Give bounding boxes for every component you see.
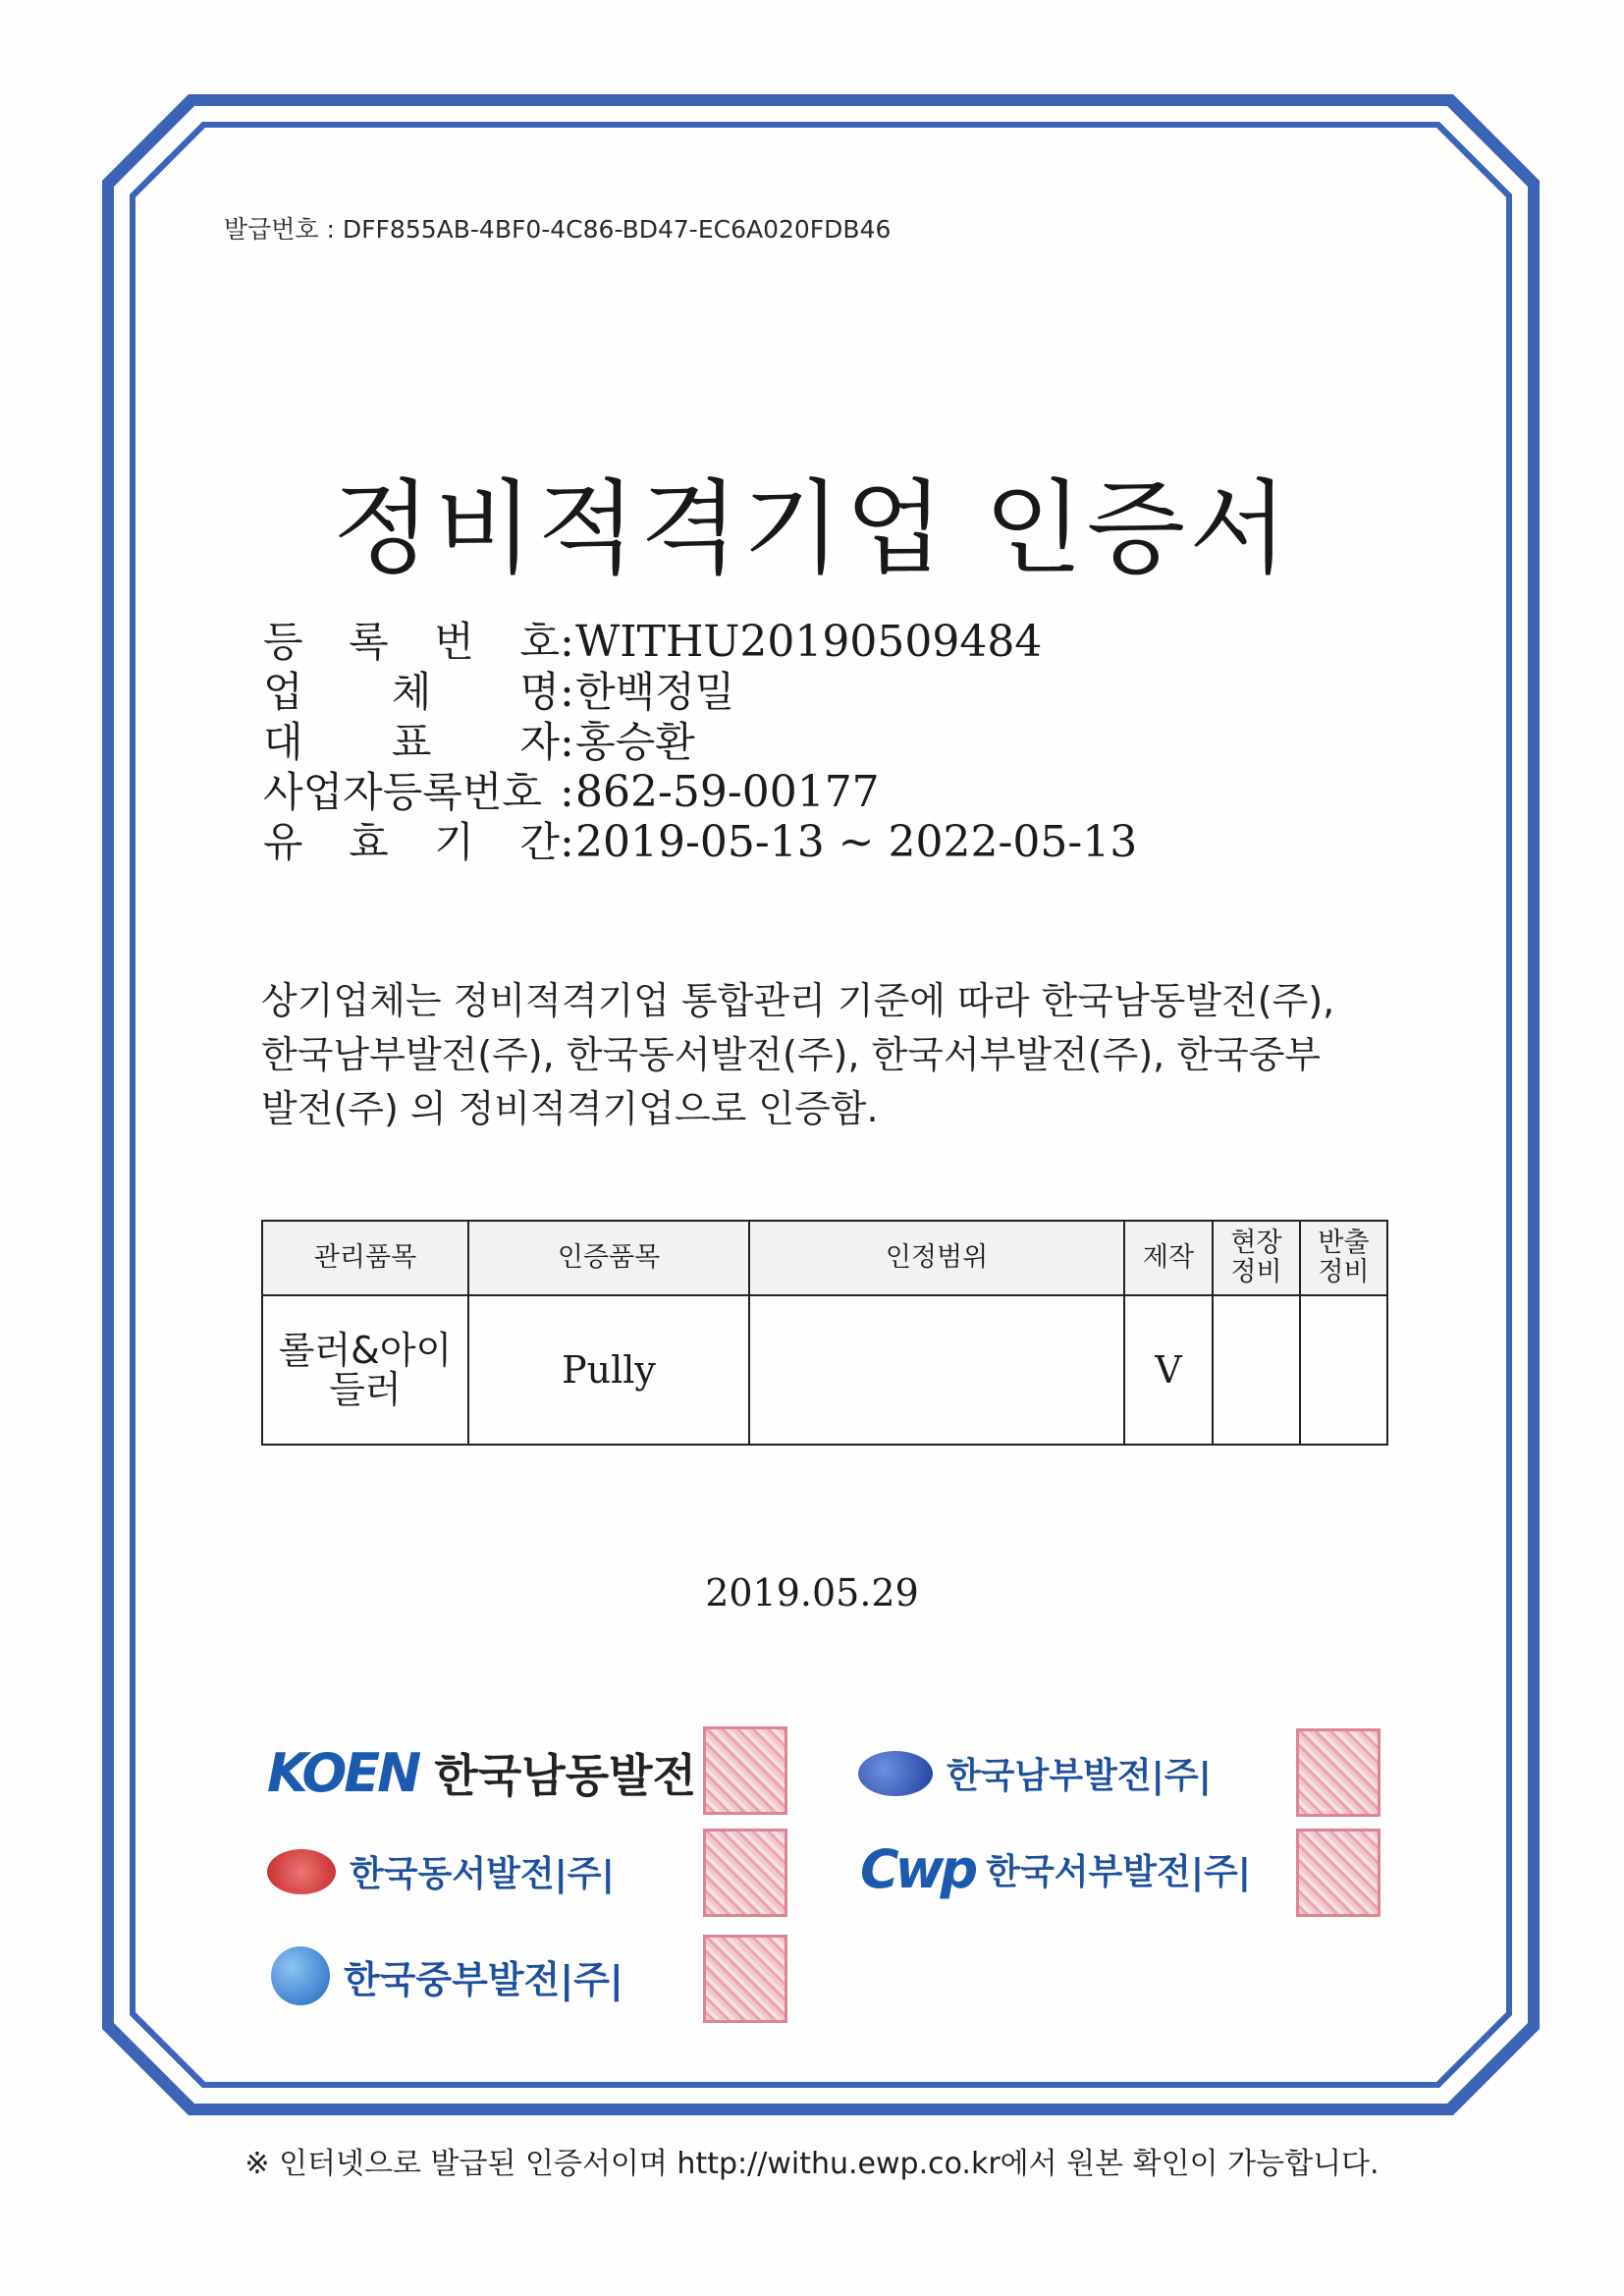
info-row-validity: 유 효 기 간 : 2019-05-13 ~ 2022-05-13 [263, 817, 1138, 867]
seal-stamp-icon [703, 1935, 787, 2023]
south-name: 한국남부발전|주| [947, 1756, 1212, 1796]
registration-info [263, 617, 1137, 867]
ewp-logo-icon [267, 1849, 336, 1894]
cell-offsite [1300, 1295, 1387, 1445]
seal-stamp-icon [703, 1829, 787, 1917]
header-onsite: 현장 정비 [1213, 1221, 1300, 1295]
company-name: 한백정밀 [575, 668, 735, 716]
info-label: 유 효 기 간 [263, 818, 560, 866]
koen-logo-icon: KOEN [267, 1741, 419, 1804]
certificate-title: 정비적격기업 인증서 [332, 467, 1292, 588]
cell-onsite [1213, 1295, 1300, 1445]
info-label: 업 체 명 [263, 668, 560, 716]
seal-stamp-icon [1296, 1728, 1380, 1817]
koen-name: 한국남동발전 [434, 1749, 697, 1802]
issue-number: 발급번호 : DFF855AB-4BF0-4C86-BD47-EC6A020FDB46 [224, 215, 892, 244]
west-name: 한국서부발전|주| [986, 1852, 1251, 1892]
komipo-logo-icon [271, 1946, 330, 2005]
cell-certified-item: Pully [468, 1295, 749, 1445]
header-scope: 인정범위 [749, 1221, 1124, 1295]
seal-stamp-icon [1296, 1829, 1380, 1917]
certified-items-table [261, 1220, 1388, 1446]
info-label: 대 표 자 [263, 718, 560, 766]
table-header-row [262, 1221, 1387, 1295]
business-number: 862-59-00177 [575, 767, 880, 817]
cell-managed-item: 롤러&아이 들러 [262, 1295, 468, 1445]
info-row-business-no: 사업자등록번호 : 862-59-00177 [263, 767, 880, 817]
representative-name: 홍승환 [575, 718, 695, 766]
table-row [262, 1295, 1387, 1445]
east-west-name: 한국동서발전|주| [350, 1854, 615, 1894]
logo-west [860, 1838, 1251, 1900]
seal-stamp-icon [703, 1726, 787, 1815]
cell-scope [749, 1295, 1124, 1445]
header-certified-item: 인증품목 [468, 1221, 749, 1295]
logo-koen [267, 1740, 696, 1805]
info-row-company: 업 체 명 : 한백정밀 [263, 667, 735, 717]
wp-logo-icon: Cwp [860, 1838, 975, 1900]
header-offsite: 반출 정비 [1300, 1221, 1387, 1295]
header-managed-item: 관리품목 [262, 1221, 468, 1295]
cell-manufacture: V [1124, 1295, 1213, 1445]
info-label: 사업자등록번호 [263, 768, 543, 816]
kospo-logo-icon [858, 1751, 933, 1796]
registration-number: WITHU20190509484 [575, 617, 1043, 667]
logo-east-west [267, 1846, 615, 1896]
validity-period: 2019-05-13 ~ 2022-05-13 [575, 817, 1138, 867]
issue-date: 2019.05.29 [705, 1571, 919, 1614]
certification-statement: 상기업체는 정비적격기업 통합관리 기준에 따라 한국남동발전(주), 한국남부발전(주), 한국동서발전(주), 한국서부발전(주), 한국중부 발전(주) 의 정비적격기업으로 인증함. [261, 979, 1335, 1130]
logo-south [858, 1748, 1212, 1798]
info-label: 등 록 번 호 [263, 618, 560, 666]
header-manufacture: 제작 [1124, 1221, 1213, 1295]
info-row-registration-no: 등 록 번 호 : WITHU20190509484 [263, 617, 1043, 667]
midland-name: 한국중부발전|주| [344, 1957, 623, 2001]
info-row-representative: 대 표 자 : 홍승환 [263, 717, 695, 767]
logo-midland [271, 1946, 623, 2005]
verification-note: ※ 인터넷으로 발급된 인증서이며 http://withu.ewp.co.kr에서 원본 확인이 가능합니다. [244, 2147, 1380, 2181]
